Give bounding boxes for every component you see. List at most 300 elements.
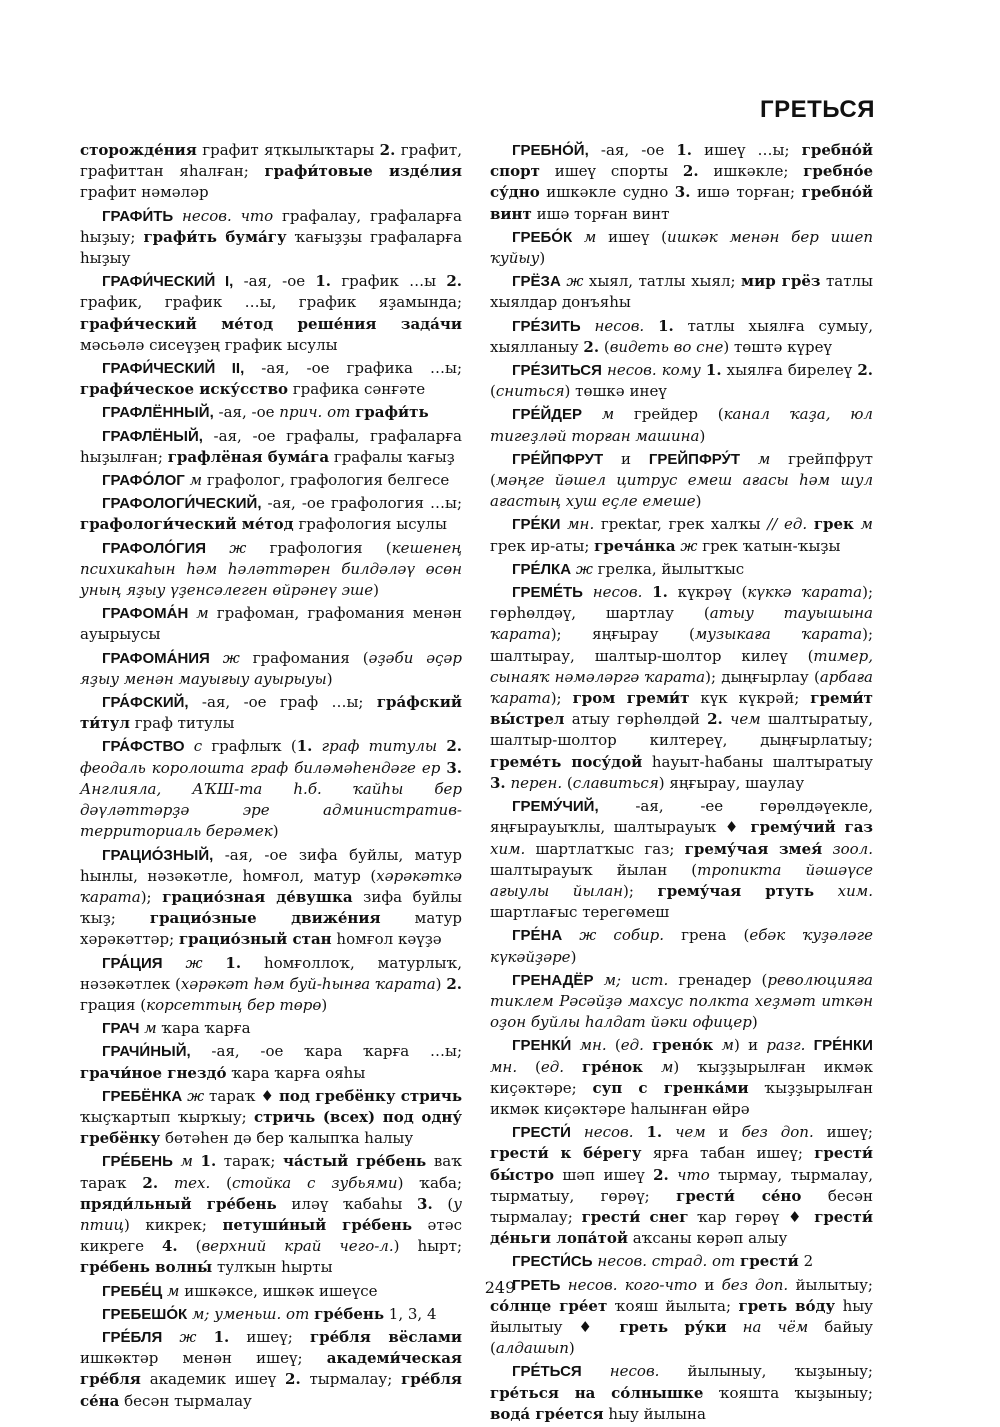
dictionary-entry xyxy=(490,227,873,269)
entry-text: ); xyxy=(140,887,163,906)
italic-label: ед. xyxy=(620,1036,644,1055)
entry-text: графит, графиттан яһалған; xyxy=(80,141,462,181)
italic-label: ж xyxy=(187,1086,205,1105)
italic-label: славиться xyxy=(572,773,659,792)
entry-text: -ая, -ое графика …ы; xyxy=(244,359,462,378)
bold-phrase: 1. xyxy=(705,361,722,380)
entry-text: ишкәксе, ишкәк ишеүсе xyxy=(179,1281,378,1300)
entry-text xyxy=(163,954,186,972)
entry-text: -ая, -ое xyxy=(213,403,280,422)
entry-text xyxy=(581,317,595,335)
entry-text: 2 xyxy=(798,1252,814,1271)
headword: ГРЕ́КИ xyxy=(512,516,561,534)
italic-label: тех. xyxy=(173,1173,211,1192)
entry-text: графология ысулы xyxy=(293,515,447,534)
bold-phrase: гре́бень xyxy=(314,1304,385,1323)
entry-text: ) xyxy=(373,581,379,600)
italic-label: перен. xyxy=(510,773,563,792)
italic-label: арбаға ҡарата xyxy=(490,667,873,708)
italic-label: верхний край чего-л. xyxy=(201,1237,394,1256)
italic-label: мн. xyxy=(579,1036,607,1055)
bold-phrase: гре́бля вёслами xyxy=(309,1327,462,1346)
bold-phrase: 2. xyxy=(446,974,462,993)
dictionary-entry xyxy=(490,970,873,1034)
italic-label: без доп. xyxy=(721,1275,789,1294)
entry-text: график …ы xyxy=(331,272,447,291)
italic-label: кешенең психикаһын һәм һәләттәрен билдәләү өсөн уның яҙыу үҙенсәлеген өйрәнеү эше xyxy=(80,538,462,600)
italic-label: феодаль королошта граф биләмәһендәге ер xyxy=(80,758,441,777)
italic-label: граф титулы xyxy=(321,737,438,756)
dictionary-entry xyxy=(80,953,462,1017)
dictionary-entry xyxy=(490,140,873,225)
entry-text: татлы хыялдар донъяһы xyxy=(490,272,873,312)
entry-text: шәп ишеү xyxy=(553,1165,654,1184)
headword: ГРЁЗА xyxy=(512,273,561,291)
dictionary-entry xyxy=(490,925,873,967)
entry-text: ( xyxy=(210,1173,232,1192)
entry-text: татлы хыялға сумыу, хыялланыу xyxy=(490,316,873,356)
bold-phrase: грацио́зный стан xyxy=(178,930,332,949)
entry-text: ҡара ҡарға ояһы xyxy=(226,1063,366,1082)
dictionary-entry xyxy=(80,692,462,734)
entry-text: график, график …ы, график яҙамында; xyxy=(80,293,462,312)
entry-text: иләү ҡабаһы xyxy=(276,1194,418,1213)
headword: ГРАФИ́ЧЕСКИЙ II, xyxy=(102,360,245,378)
bold-phrase: графи́товые изде́лия xyxy=(264,162,462,181)
italic-label: революцияға тиклем Рәсәйҙә махсус полкта хеҙмәт иткән оҙон буйлы һалдат йәки офицер xyxy=(490,970,873,1032)
entry-text: -ая, -ое ҡара ҡарға …ы; xyxy=(190,1042,462,1061)
entry-text: ) xyxy=(699,426,706,445)
entry-text: бесән тырмалау xyxy=(119,1391,252,1410)
bold-phrase: 3. xyxy=(490,773,506,792)
entry-text xyxy=(583,583,593,601)
dictionary-entry xyxy=(80,1327,462,1412)
dictionary-entry xyxy=(490,1361,873,1425)
bold-phrase: 1. xyxy=(200,1152,217,1171)
headword: ГРЕБЕШО́К xyxy=(102,1305,188,1323)
italic-label: на чём xyxy=(742,1317,809,1336)
entry-text: һыу йылына xyxy=(603,1404,706,1423)
entry-text: шартлатҡыс газ; xyxy=(525,839,685,858)
entry-text: ) ҡыҙҙырылған икмәк киҫәктәре; xyxy=(490,1057,873,1097)
bold-phrase: стричь (всех) под одну́ гребёнку xyxy=(80,1107,463,1148)
entry-text: тырмалау; xyxy=(300,1370,402,1389)
bold-phrase: 2. xyxy=(583,337,600,356)
italic-label: алдашып xyxy=(495,1339,569,1358)
headword: ГРЕ́ЗИТЬСЯ xyxy=(512,362,602,380)
entry-text: ишкәктәр менән ишеү; xyxy=(80,1349,327,1368)
entry-text: ) һырт; xyxy=(393,1237,462,1256)
italic-label: хим. xyxy=(490,839,526,858)
entry-text: шартлағыс терегөмеш xyxy=(490,903,670,922)
entry-text xyxy=(642,583,652,601)
entry-text xyxy=(814,882,838,900)
italic-label: сниться xyxy=(495,382,565,401)
entry-text xyxy=(727,1318,743,1336)
entry-text xyxy=(662,1123,675,1141)
dictionary-entry xyxy=(80,538,462,602)
headword: ГРЕ́БЛЯ xyxy=(102,1328,163,1346)
entry-text: ) кикрек; xyxy=(124,1215,223,1234)
dictionary-entry xyxy=(490,796,873,923)
entry-text: грена ( xyxy=(664,926,750,945)
italic-label: м xyxy=(189,471,203,490)
italic-label: м xyxy=(180,1152,193,1171)
bold-phrase: грацио́зная де́вушка xyxy=(162,887,353,906)
entry-text: шалтырауыҡ йылан ( xyxy=(490,860,698,879)
italic-label: ж xyxy=(575,559,593,578)
entry-text xyxy=(571,1036,579,1054)
bold-phrase: графи́ть xyxy=(355,403,429,422)
entry-text: графлыҡ ( xyxy=(202,737,297,756)
entry-text: ишеү; xyxy=(813,1123,873,1142)
italic-label: несов. xyxy=(583,1123,634,1142)
italic-label: зоол. xyxy=(832,839,873,858)
entry-text: бесән тырмалау; xyxy=(490,1186,873,1226)
entry-text: -ая, -ое зифа буйлы, матур һынлы, нәзәкәтле, һомғол, матур ( xyxy=(80,845,462,885)
entry-text: йылытыу; xyxy=(788,1275,873,1294)
headword: ГРЕ́БЕНЬ xyxy=(102,1153,173,1171)
entry-text xyxy=(173,1152,181,1170)
bold-phrase: гра́фский ти́тул xyxy=(80,693,462,733)
dictionary-entry xyxy=(80,206,462,270)
entry-text xyxy=(564,1058,582,1076)
dictionary-entry xyxy=(490,360,873,402)
dictionary-entry xyxy=(80,736,462,842)
italic-label: тропикта йәшәүсе ағыулы йылан xyxy=(490,860,873,900)
entry-text: ) яңғырау, шаулау xyxy=(658,773,805,792)
entry-text: һауыт-һабаны шалтыратыу xyxy=(642,752,874,771)
entry-text: -ая, -ое графалы, графаларға һыҙылған; xyxy=(80,426,462,466)
italic-label: несов. xyxy=(609,1362,660,1381)
italic-label: м xyxy=(167,1281,180,1300)
entry-text xyxy=(193,1152,201,1170)
entry-text: ярға табан ишеү; xyxy=(641,1144,815,1163)
bold-phrase: грек xyxy=(813,515,854,534)
entry-text: байыу ( xyxy=(490,1317,873,1358)
headword: ГРАФЛЁННЫЙ, xyxy=(102,404,214,422)
bold-phrase: ча́стый гре́бень xyxy=(282,1152,427,1171)
dictionary-entry xyxy=(80,845,462,951)
italic-label: мн. xyxy=(567,515,595,534)
dictionary-entry xyxy=(80,1018,462,1039)
entry-text: ишкәкле судно xyxy=(539,183,675,202)
bold-phrase: грачи́ное гнездо́ xyxy=(80,1063,227,1082)
headword: ГРЕ́ТЬСЯ xyxy=(512,1363,582,1381)
entry-text: ишеү …ы; xyxy=(692,141,802,159)
italic-label: ж xyxy=(229,538,247,557)
entry-text: графика сәнғәте xyxy=(288,380,426,399)
running-head: ГРЕТЬСЯ xyxy=(760,96,876,123)
italic-label: видеть во сне xyxy=(609,337,724,356)
entry-text: ) xyxy=(568,1339,575,1358)
entry-text: ҡағыҙҙы графаларға һыҙыу xyxy=(80,227,463,268)
entry-text: ишеү; xyxy=(229,1327,310,1346)
headword: ГРЕБНО́Й, xyxy=(512,142,589,159)
bold-phrase: 3. xyxy=(674,183,691,202)
headword: ГРАФОЛО́ГИЯ xyxy=(102,539,207,557)
entry-text: -ая, -ое xyxy=(233,272,316,291)
entry-text: ишеү ( xyxy=(596,227,668,246)
italic-label: чем xyxy=(675,1123,706,1142)
entry-text: ) xyxy=(272,822,279,841)
entry-text xyxy=(644,317,658,335)
dictionary-entry xyxy=(490,404,873,446)
entry-text: ишә торған винт xyxy=(531,204,670,223)
bold-phrase: мир грёз xyxy=(741,272,821,291)
headword: ГРЕ́ЙПФРУТ xyxy=(512,450,604,468)
headword: ГРЕ́ЙДЕР xyxy=(512,406,582,424)
entry-text: тараҡ; xyxy=(216,1152,283,1171)
entry-text: гренадер ( xyxy=(668,970,768,989)
bold-phrase: 2. xyxy=(142,1173,159,1192)
entry-text xyxy=(162,1328,179,1346)
entry-text xyxy=(582,1362,610,1380)
entry-text: атыу гөрһөлдәй xyxy=(564,710,708,729)
entry-text: ( xyxy=(432,1194,454,1213)
italic-label: ж xyxy=(680,536,698,555)
italic-label: тимер, сынаяҡ нәмәләргә ҡарата xyxy=(490,646,873,686)
entry-text: ); xyxy=(623,881,658,900)
entry-text: ( xyxy=(606,1036,621,1055)
bold-phrase: гре́нок xyxy=(581,1057,644,1076)
entry-text: грекtar, грек халҡы xyxy=(594,515,768,534)
bold-phrase: гре́ться на со́лнышке xyxy=(490,1383,704,1402)
italic-label: м; уменьш. от xyxy=(191,1304,310,1323)
dictionary-entry xyxy=(490,582,873,794)
italic-label: м xyxy=(660,1057,674,1076)
italic-label: несов. страд. от xyxy=(597,1252,736,1271)
entry-text: грейдер ( xyxy=(614,405,724,424)
entry-text: күк күкрәй; xyxy=(689,689,811,708)
headword: ГРАФОМА́НИЯ xyxy=(102,649,210,667)
entry-text: аҡсаны көрәп алыу xyxy=(627,1229,788,1248)
entry-text xyxy=(669,1166,677,1184)
italic-label: музыкаға ҡарата xyxy=(694,625,863,644)
entry-text: тулҡын һырты xyxy=(212,1258,333,1277)
bold-phrase: грено́к xyxy=(652,1036,714,1055)
entry-text xyxy=(807,515,814,533)
headword: ГРЕБЕ́Ц xyxy=(102,1282,163,1300)
entry-text xyxy=(582,405,602,423)
bold-phrase: 1. xyxy=(676,141,692,159)
italic-label: что xyxy=(677,1165,710,1184)
entry-text xyxy=(158,1174,174,1192)
italic-label: несов. xyxy=(594,316,645,335)
dictionary-entry xyxy=(490,271,873,313)
entry-text xyxy=(713,1036,721,1054)
entry-text xyxy=(562,926,579,944)
italic-label: ебәк ҡуҙәләге күкәйҙәре xyxy=(490,926,873,966)
bold-phrase: гре́бля се́на xyxy=(80,1370,462,1410)
bold-phrase: 3. xyxy=(446,758,462,777)
entry-text: ) xyxy=(326,669,333,688)
entry-text: грейпфрут ( xyxy=(490,449,873,490)
italic-label: ж xyxy=(222,648,240,667)
entry-text: ваҡ тараҡ xyxy=(80,1152,462,1192)
entry-text: зифа буйлы ҡыҙ; xyxy=(80,887,462,928)
entry-text: и xyxy=(697,1275,722,1294)
entry-text xyxy=(723,710,730,728)
entry-text xyxy=(644,1036,652,1054)
entry-text xyxy=(173,207,182,225)
bold-phrase: петуши́ный гре́бень xyxy=(222,1215,413,1234)
bold-phrase: под гребёнку стричь xyxy=(278,1086,463,1105)
bold-phrase: графи́ческое иску́сство xyxy=(80,380,288,399)
entry-text: ) төшкә инеү xyxy=(564,382,667,401)
entry-text xyxy=(822,840,832,858)
bold-phrase: 2. xyxy=(446,272,462,291)
entry-text: ) xyxy=(435,974,447,993)
italic-label: м xyxy=(860,515,873,534)
bold-phrase: грацио́зные движе́ния xyxy=(149,909,381,928)
bold-phrase: гром греми́т xyxy=(572,689,690,708)
entry-text: графомания ( xyxy=(239,648,369,667)
entry-text xyxy=(196,1328,213,1346)
headword: ГРА́ФСТВО xyxy=(102,738,185,756)
entry-text: ); шалтырау, шалтыр-шолтор килеү ( xyxy=(490,625,873,665)
entry-text: ( xyxy=(490,382,496,401)
entry-text: и xyxy=(603,449,649,468)
entry-text xyxy=(571,1123,584,1141)
entry-text: хыял, татлы хыял; xyxy=(583,272,742,291)
italic-label: несов. xyxy=(592,583,643,602)
headword: ГРЕ́ЛКА xyxy=(512,560,572,578)
dictionary-entry xyxy=(80,470,462,491)
entry-text: мәсьәлә сисеүҙең график ысулы xyxy=(80,335,338,354)
entry-text: ) xyxy=(751,1013,758,1032)
italic-label: мәңге йәшел цитрус емеш ағасы һәм шул ағастың хуш еҫле емеше xyxy=(490,471,873,511)
headword: ГРАЧИ́НЫЙ, xyxy=(102,1043,191,1061)
bold-phrase: грести́ к бе́регу xyxy=(490,1144,642,1163)
entry-text xyxy=(643,1058,661,1076)
headword: ГРАФЛЁНЫЙ, xyxy=(102,427,203,445)
bold-phrase: 1. xyxy=(658,316,674,335)
dictionary-entry xyxy=(80,1041,462,1083)
entry-text: һыу йылытыу ♦ xyxy=(490,1296,873,1336)
entry-text: графалау, графаларға һыҙыу; xyxy=(80,206,462,246)
page-number: 249 xyxy=(484,1278,516,1297)
entry-text: графоман, графомания менән ауырыусы xyxy=(80,604,462,644)
entry-text: ); гөрһөлдәү, шартлау ( xyxy=(490,583,873,623)
headword: ГРАФОЛОГИ́ЧЕСКИЙ, xyxy=(102,495,262,513)
entry-text: грек ир-аты; xyxy=(490,536,595,555)
italic-label: у птиц xyxy=(80,1194,462,1234)
entry-text: ( xyxy=(517,1057,541,1076)
italic-label: хим. xyxy=(837,881,873,900)
entry-text: ) төштә күреү xyxy=(723,337,832,356)
bold-phrase: графи́ть бума́гу xyxy=(143,227,287,246)
bold-phrase: греча́нка xyxy=(594,536,676,555)
italic-label: Англияла, АҠШ-та һ.б. ҡайһы бер дәүләттәрҙә эре административ-территориаль берәмек xyxy=(80,779,462,841)
dictionary-entry xyxy=(80,402,462,423)
italic-label: ж xyxy=(179,1327,197,1346)
entry-text: ( xyxy=(562,773,573,792)
italic-label: стойка с зубьями xyxy=(231,1173,398,1192)
entry-text: тараҡ ♦ xyxy=(204,1086,279,1105)
bold-phrase: гребно́й винт xyxy=(490,183,873,223)
headword: ГРЕ́ЗИТЬ xyxy=(512,317,581,335)
headword: ГРЕТЬ xyxy=(512,1276,561,1294)
entry-text: һомғол кәүҙә xyxy=(331,930,442,949)
entry-text: ҡояш йылыта; xyxy=(607,1296,739,1315)
italic-label: мн. xyxy=(490,1057,518,1076)
entry-text xyxy=(185,737,194,755)
entry-text xyxy=(572,228,584,246)
dictionary-entry xyxy=(80,493,462,535)
entry-text xyxy=(312,737,321,755)
headword: ГРА́ЦИЯ xyxy=(102,954,163,972)
entry-text: әтәс кикреге xyxy=(80,1215,462,1256)
dictionary-entry xyxy=(490,1035,873,1120)
italic-label: прич. от xyxy=(279,403,351,422)
dictionary-entry xyxy=(80,1086,462,1150)
entry-text: ( xyxy=(177,1237,202,1256)
bold-phrase: со́лнце гре́ет xyxy=(490,1296,608,1315)
italic-label: м xyxy=(196,604,209,623)
entry-text xyxy=(210,649,223,667)
entry-text: 1, 3, 4 xyxy=(384,1304,437,1323)
entry-text: академик ишеү xyxy=(140,1370,286,1389)
headword: ГРА́ФСКИЙ, xyxy=(102,694,189,712)
headword: ГРАЦИО́ЗНЫЙ, xyxy=(102,846,214,864)
bold-phrase: грести́ xyxy=(740,1252,799,1271)
entry-text: грация ( xyxy=(80,995,147,1014)
entry-text xyxy=(593,971,603,989)
dictionary-entry xyxy=(80,603,462,645)
headword: ГРЕНАДЁР xyxy=(512,971,594,989)
headword: ГРАФИ́ТЬ xyxy=(102,207,174,225)
entry-text: ) xyxy=(321,995,328,1014)
dictionary-entry xyxy=(490,514,873,556)
bold-phrase: сторожде́ния xyxy=(80,141,197,159)
entry-text: ); дыңғырлау ( xyxy=(705,667,820,686)
entry-text: ); яңғырау ( xyxy=(550,625,695,644)
entry-text: күкрәү ( xyxy=(667,583,748,602)
headword: ГРАФОМА́Н xyxy=(102,605,189,623)
bold-phrase: 2. xyxy=(682,162,699,181)
italic-label: м xyxy=(757,449,771,468)
entry-text: ишеү спорты xyxy=(539,162,683,181)
entry-text xyxy=(805,1036,813,1054)
italic-label: м xyxy=(721,1036,734,1055)
bold-phrase: 4. xyxy=(161,1237,178,1256)
italic-label: хәрәкәткә ҡарата xyxy=(80,866,462,906)
bold-phrase: грему́чая ртуть xyxy=(657,881,815,900)
italic-label: м xyxy=(144,1019,157,1038)
dictionary-entry xyxy=(80,271,462,356)
italic-label: без доп. xyxy=(741,1123,814,1142)
bold-phrase: гребно́й спорт xyxy=(490,141,873,181)
dictionary-entry xyxy=(80,426,462,468)
dictionary-entry xyxy=(490,559,873,580)
entry-text xyxy=(854,515,861,533)
italic-label: разг. xyxy=(766,1036,806,1055)
headword: ГРЕМУ́ЧИЙ, xyxy=(512,798,599,816)
headword: ГРЕБЁНКА xyxy=(102,1087,183,1105)
bold-phrase: греми́т вы́стрел xyxy=(490,689,873,729)
bold-phrase: вода́ гре́ется xyxy=(490,1404,604,1423)
entry-text: хыялға бирелеү xyxy=(721,361,858,380)
italic-label: күккә ҡарата xyxy=(747,583,863,602)
italic-label: канал ҡаҙа, юл тигеҙләй торған машина xyxy=(490,405,873,445)
entry-text: матур хәрәкәттәр; xyxy=(80,909,462,949)
bold-phrase: академи́ческая гре́бля xyxy=(80,1349,462,1389)
entry-text: тырмау, тырмалау, тырматыу, гөрөү; xyxy=(490,1165,873,1205)
bold-phrase: 2. xyxy=(285,1370,301,1389)
italic-label: м; ист. xyxy=(603,970,669,989)
entry-text: графалы ҡағыҙ xyxy=(329,447,455,466)
